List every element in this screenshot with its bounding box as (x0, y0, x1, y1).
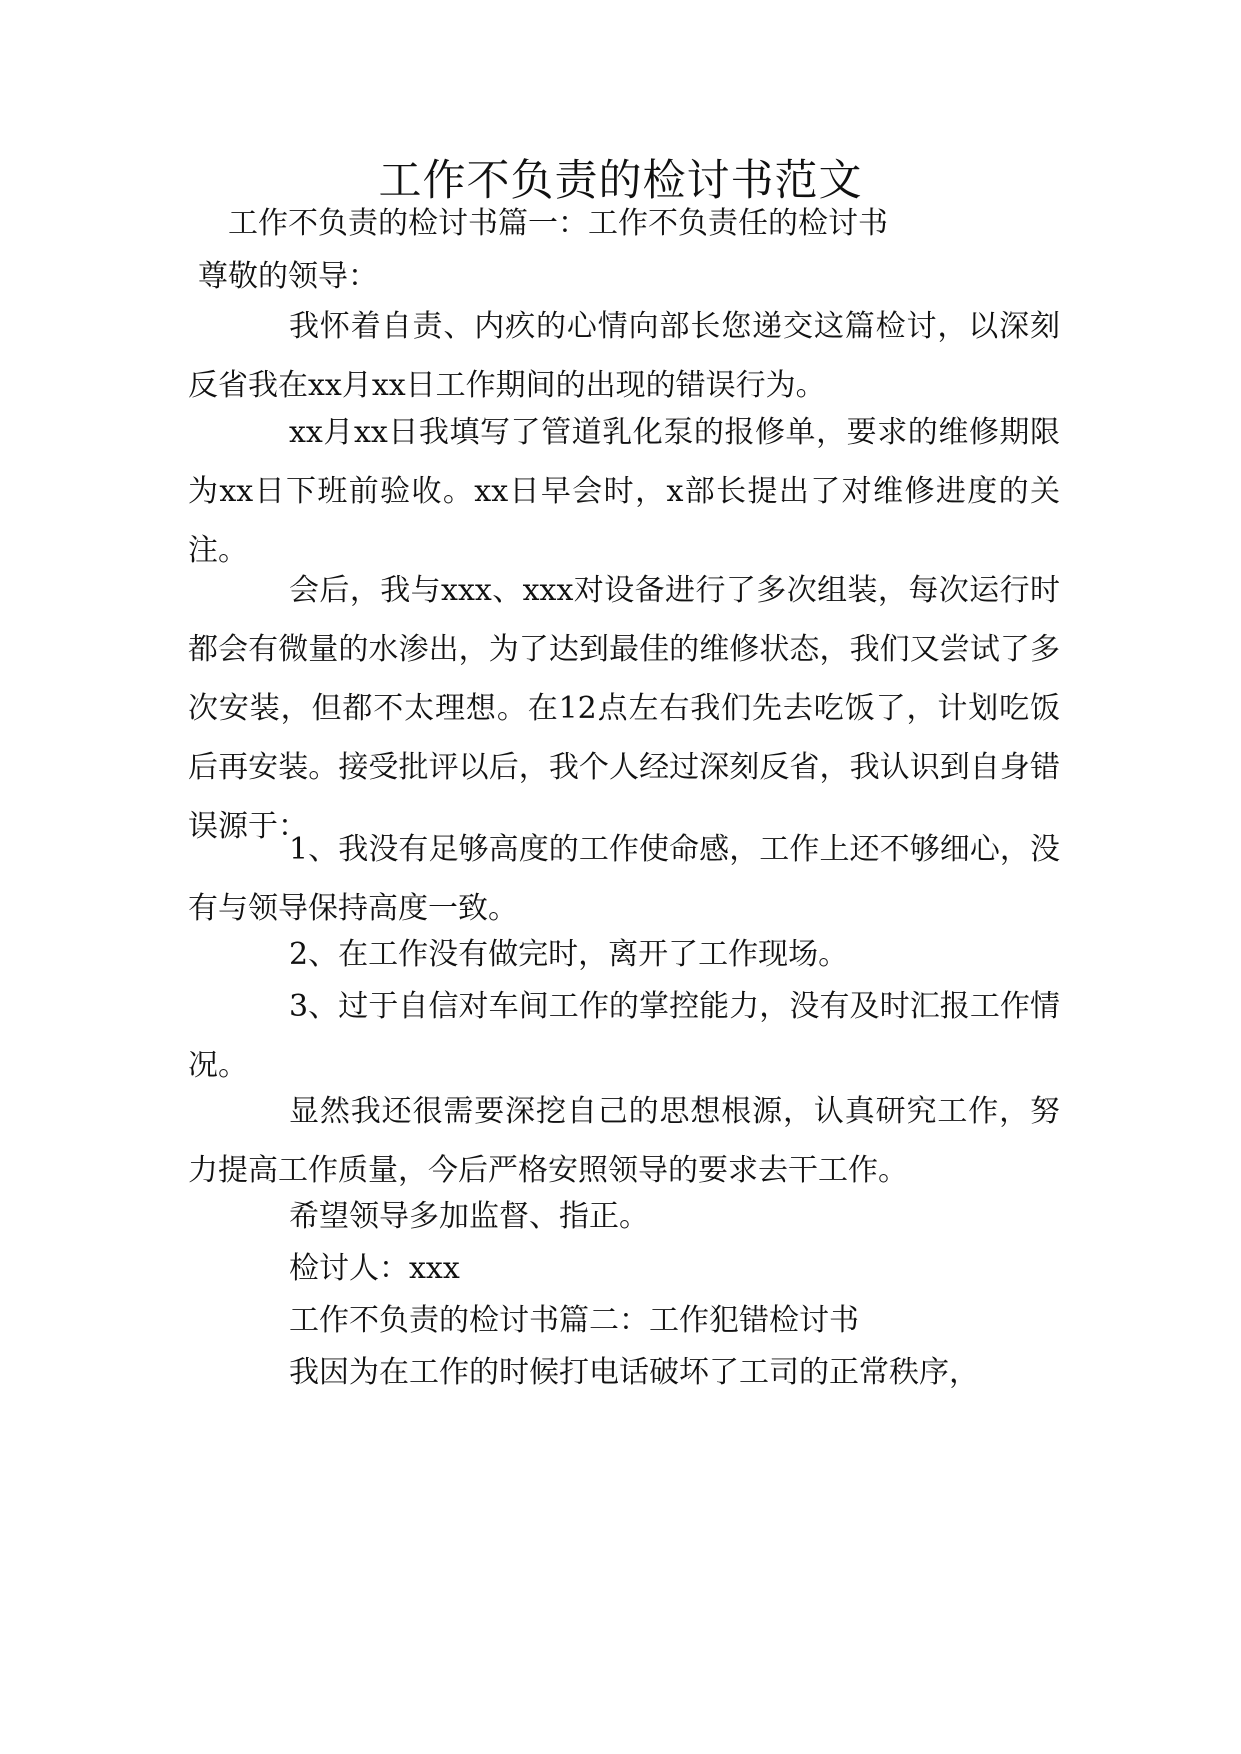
paragraph-5: 希望领导多加监督、指正。 (289, 1199, 649, 1234)
paragraph-list-2: 2、在工作没有做完时，离开了工作现场。 (289, 937, 849, 972)
section-heading-1: 工作不负责的检讨书篇一：工作不负责任的检讨书 (228, 206, 888, 241)
paragraph-2: xx月xx日我填写了管道乳化泵的报修单，要求的维修期限为xx日下班前验收。xx日早会时，x部长提出了对维修进度的关注。 (188, 415, 1060, 568)
paragraph-list-3: 3、过于自信对车间工作的掌控能力，没有及时汇报工作情况。 (188, 989, 1060, 1083)
paragraph-4: 显然我还很需要深挖自己的思想根源，认真研究工作，努力提高工作质量，今后严格安照领导的要求去干工作。 (188, 1094, 1060, 1188)
salutation: 尊敬的领导： (198, 259, 378, 294)
section-heading-2: 工作不负责的检讨书篇二：工作犯错检讨书 (289, 1303, 859, 1338)
paragraph-3: 会后，我与xxx、xxx对设备进行了多次组装，每次运行时都会有微量的水渗出，为了达到最佳的维修状态，我们又尝试了多次安装，但都不太理想。在12点左右我们先去吃饭了，计划吃饭后再安装。接受批评以后，我个人经过深刻反省，我认识到自身错误源于： (188, 573, 1060, 844)
paragraph-list-1: 1、我没有足够高度的工作使命感，工作上还不够细心，没有与领导保持高度一致。 (188, 832, 1060, 926)
signature-line: 检讨人：xxx (289, 1251, 460, 1286)
document-title: 工作不负责的检讨书范文 (378, 156, 863, 206)
paragraph-6: 我因为在工作的时候打电话破坏了工司的正常秩序， (289, 1355, 979, 1390)
paragraph-1: 我怀着自责、内疚的心情向部长您递交这篇检讨，以深刻反省我在xx月xx日工作期间的出现的错误行为。 (188, 309, 1060, 403)
